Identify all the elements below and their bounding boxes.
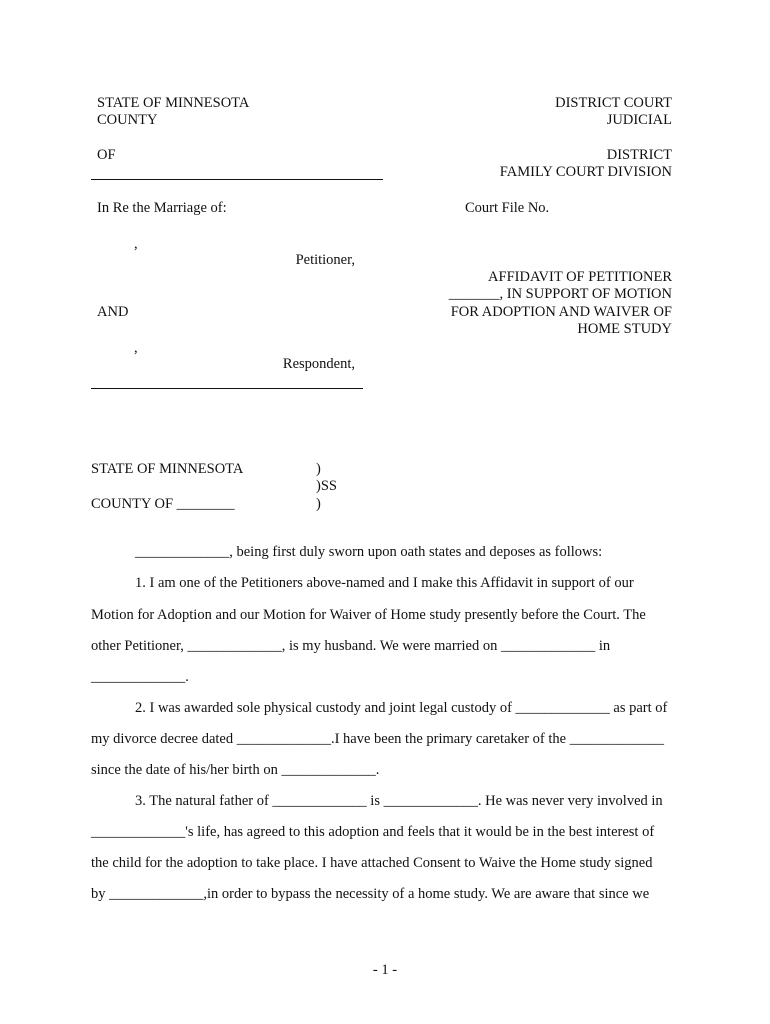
paragraph-1-line-2: Motion for Adoption and our Motion for Waiver of Home study presently before the Court. The [91,607,646,623]
paragraph-3-line-4: by _____________,in order to bypass the necessity of a home study. We are aware that since we [91,886,650,902]
paragraph-1-line-3: other Petitioner, _____________, is my husband. We were married on _____________ in [91,638,611,654]
venue-paren-3: ) [316,496,321,512]
paragraph-1-line-1: 1. I am one of the Petitioners above-named and I make this Affidavit in support of our [135,575,634,591]
court-name-line2: JUDICIAL [606,112,672,128]
page-number: - 1 - [372,962,398,978]
title-line4: HOME STUDY [577,321,672,337]
respondent-name-comma: , [134,340,138,356]
title-line2: _______, IN SUPPORT OF MOTION [448,286,672,302]
paragraph-1-line-4: _____________. [91,669,189,685]
title-line3: FOR ADOPTION AND WAIVER OF [450,304,672,320]
paragraph-3-line-1: 3. The natural father of _____________ is _____________. He was never very involved in [135,793,663,809]
in-re-label: In Re the Marriage of: [97,200,227,216]
caption-state: STATE OF MINNESOTA [97,95,250,111]
court-name-line1: DISTRICT COURT [555,95,672,111]
title-line1: AFFIDAVIT OF PETITIONER [488,269,672,285]
petitioner-name-comma: , [134,236,138,252]
respondent-label: Respondent, [282,356,355,372]
paragraph-2-line-2: my divorce decree dated _____________.I have been the primary caretaker of the _____________ [91,731,664,747]
venue-paren-1: ) [316,461,321,477]
paragraph-2-line-3: since the date of his/her birth on _____________. [91,762,380,778]
court-division: FAMILY COURT DIVISION [499,164,672,180]
venue-ss: )SS [316,478,337,494]
court-name-line3: DISTRICT [606,147,672,163]
caption-county: COUNTY [97,112,158,128]
venue-county: COUNTY OF ________ [91,496,235,512]
petitioner-label: Petitioner, [295,252,355,268]
caption-rule-bottom [91,388,363,389]
paragraph-2-line-1: 2. I was awarded sole physical custody and joint legal custody of _____________ as part of [135,700,668,716]
caption-of: OF [97,147,116,163]
and-label: AND [97,304,129,320]
affiant-intro: _____________, being first duly sworn upon oath states and deposes as follows: [135,544,603,560]
court-file-label: Court File No. [465,200,550,216]
paragraph-3-line-2: _____________'s life, has agreed to this adoption and feels that it would be in the best interest of [91,824,655,840]
caption-rule-top [91,179,383,180]
paragraph-3-line-3: the child for the adoption to take place. I have attached Consent to Waive the Home study signed [91,855,653,871]
venue-state: STATE OF MINNESOTA [91,461,244,477]
